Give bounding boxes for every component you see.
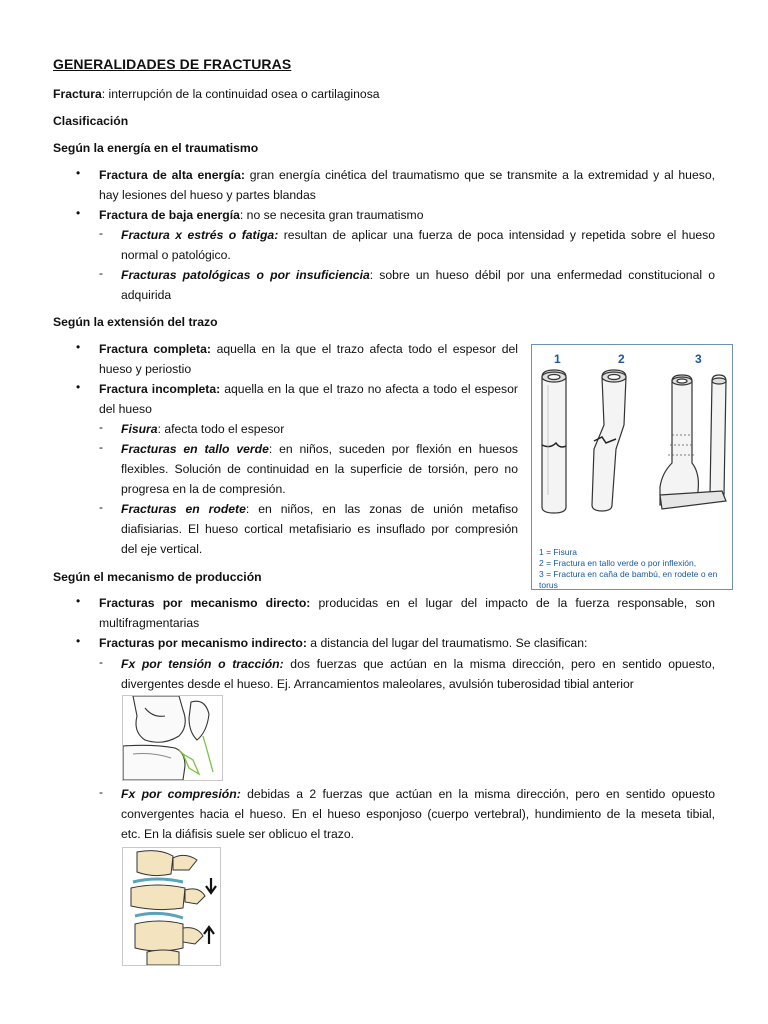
fisura-term: Fisura (121, 422, 158, 436)
dash-icon: - (99, 500, 103, 514)
dash-icon: - (99, 785, 103, 799)
complete-line1: aquella en la que el trazo afecta todo el espesor del (210, 342, 518, 356)
figure-numbers (554, 352, 702, 366)
green-line3: progresa en la de compresión. (121, 482, 286, 496)
fisura-text: : afecta todo el espesor (157, 422, 285, 436)
green-line2: flexibles. Solución de continuidad en la superficie de torsión, pero no (121, 462, 518, 476)
compression-term: Fx por compresión: (121, 787, 241, 801)
dash-icon: - (99, 420, 103, 434)
bullet-icon: • (76, 206, 81, 220)
classification-heading: Clasificación (53, 114, 129, 128)
rodete-line3: del eje vertical. (121, 542, 203, 556)
page-title: GENERALIDADES DE FRACTURAS (53, 56, 292, 72)
list-item-indirect (99, 633, 587, 653)
list-item-direct (99, 593, 715, 633)
figure-number-2: 2 (618, 352, 625, 366)
fracture-types-figure (531, 344, 733, 590)
rodete-line1: : en niños, en las zonas de unión metafiso (245, 502, 518, 516)
bullet-icon: • (76, 634, 81, 648)
dash-icon: - (99, 266, 103, 280)
bullet-icon: • (76, 594, 81, 608)
list-item-fisura (121, 419, 284, 439)
stress-term: Fractura x estrés o fatiga: (121, 228, 279, 242)
green-line1: : en niños, suceden por flexión en huesos (268, 442, 518, 456)
green-term: Fracturas en tallo verde (121, 442, 269, 456)
figure-caption (539, 547, 732, 591)
dash-icon: - (99, 655, 103, 669)
list-item-stress (121, 225, 715, 265)
definition-term: Fractura (53, 87, 102, 101)
high-energy-term: Fractura de alta energía: (99, 168, 245, 182)
low-energy-text: : no se necesita gran traumatismo (239, 208, 424, 222)
incomplete-line1: aquella en la que el trazo no afecta a todo el espesor (220, 382, 518, 396)
direct-line1: producidas en el lugar del impacto de la fuerza responsable, son (310, 596, 715, 610)
vertebral-compression-figure (122, 847, 221, 966)
knee-avulsion-illustration (123, 696, 222, 780)
list-item-rodete (121, 499, 518, 559)
list-item-compression (121, 784, 715, 844)
caption-line-1: 1 = Fisura (539, 547, 578, 557)
complete-line2: hueso y periostio (99, 362, 192, 376)
figure-number-1: 1 (554, 352, 561, 366)
caption-line-2: 2 = Fractura en tallo verde o por inflexión, (539, 558, 697, 568)
stress-line1: resultan de aplicar una fuerza de poca intensidad y repetida sobre el hueso (278, 228, 715, 242)
low-energy-term: Fractura de baja energía (99, 208, 240, 222)
compression-line1: debidas a 2 fuerzas que actúan en la misma dirección, pero en sentido opuesto (240, 787, 715, 801)
list-item-tension (121, 654, 715, 694)
bone-fisura (542, 370, 566, 513)
high-energy-line2: hay lesiones del hueso y partes blandas (99, 188, 316, 202)
mechanism-heading: Según el mecanismo de producción (53, 570, 262, 584)
list-item-high-energy (99, 165, 715, 205)
list-item-low-energy (99, 205, 423, 225)
bullet-icon: • (76, 380, 81, 394)
definition-line (53, 84, 380, 104)
bullet-icon: • (76, 340, 81, 354)
bone-rodete (660, 375, 726, 509)
rodete-line2: diafisiarias. El hueso cortical metafisiario es insuflado por compresión (121, 522, 518, 536)
definition-text: : interrupción de la continuidad osea o cartilaginosa (101, 87, 380, 101)
figure-number-3: 3 (695, 352, 702, 366)
rodete-term: Fracturas en rodete (121, 502, 246, 516)
dash-icon: - (99, 440, 103, 454)
list-item-pathologic (121, 265, 715, 305)
extension-heading: Según la extensión del trazo (53, 315, 218, 329)
pathologic-term: Fracturas patológicas o por insuficiencia (121, 268, 370, 282)
direct-term: Fracturas por mecanismo directo: (99, 596, 311, 610)
direct-line2: multifragmentarias (99, 616, 200, 630)
pathologic-line1: : sobre un hueso débil por una enfermedad constitucional o (369, 268, 715, 282)
incomplete-term: Fractura incompleta: (99, 382, 221, 396)
bone-tallo-verde (592, 370, 626, 511)
energy-heading: Según la energía en el traumatismo (53, 141, 259, 155)
vertebral-compression-illustration (123, 848, 220, 965)
caption-line-3: 3 = Fractura en caña de bambú, en rodete o en torus (539, 569, 718, 590)
indirect-text: a distancia del lugar del traumatismo. Se clasifican: (306, 636, 588, 650)
complete-term: Fractura completa: (99, 342, 211, 356)
list-item-incomplete (99, 379, 518, 419)
list-item-complete (99, 339, 518, 379)
bullet-icon: • (76, 166, 81, 180)
dash-icon: - (99, 226, 103, 240)
compression-line3: etc. En la diáfisis suele ser oblicuo el trazo. (121, 827, 355, 841)
list-item-green-stick (121, 439, 518, 499)
incomplete-line2: del hueso (99, 402, 152, 416)
indirect-term: Fracturas por mecanismo indirecto: (99, 636, 307, 650)
stress-line2: normal o patológico. (121, 248, 231, 262)
tension-line1: dos fuerzas que actúan en la misma dirección, pero en sentido opuesto, (283, 657, 715, 671)
pathologic-line2: adquirida (121, 288, 172, 302)
tension-line2: divergentes desde el hueso. Ej. Arrancamientos maleolares, avulsión tuberosidad tibial anterior (121, 677, 634, 691)
knee-avulsion-figure (122, 695, 223, 781)
compression-line2: convergentes hacia el hueso. En el hueso esponjoso (cuerpo vertebral), hundimiento de la meseta tibial, (121, 807, 715, 821)
high-energy-line1: gran energía cinética del traumatismo que se transmite a la extremidad y al hueso, (244, 168, 715, 182)
tension-term: Fx por tensión o tracción: (121, 657, 284, 671)
